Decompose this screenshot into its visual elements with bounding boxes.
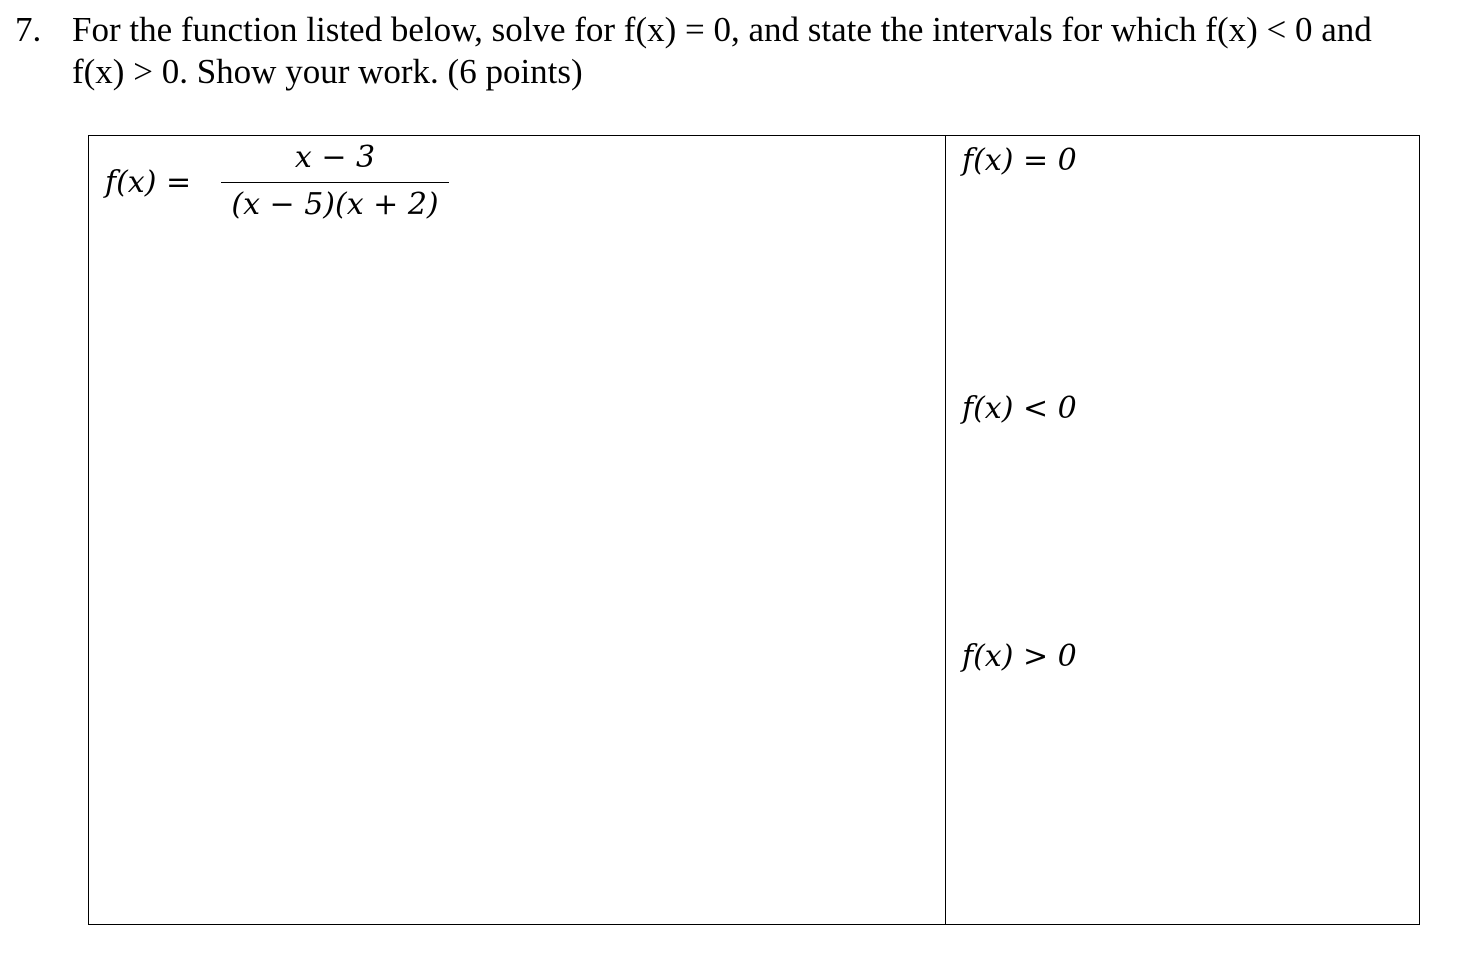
answer-table: [88, 135, 1420, 925]
positive-interval-prompt: f(x) > 0: [962, 639, 1077, 674]
question-text-line-1: For the function listed below, solve for f(x) = 0, and state the intervals for which f(x) < 0 and: [72, 10, 1372, 49]
work-area[interactable]: [89, 136, 946, 924]
function-label: f(x) =: [105, 165, 192, 200]
fraction-denominator: (x − 5)(x + 2): [231, 187, 439, 222]
question-text-line-2: f(x) > 0. Show your work. (6 points): [72, 52, 583, 91]
function-fraction: [221, 142, 449, 225]
zero-prompt: f(x) = 0: [962, 143, 1077, 178]
question-number: 7.: [15, 10, 42, 49]
fraction-numerator: x − 3: [294, 140, 376, 175]
answer-area[interactable]: [946, 136, 1419, 924]
negative-interval-prompt: f(x) < 0: [962, 391, 1077, 426]
